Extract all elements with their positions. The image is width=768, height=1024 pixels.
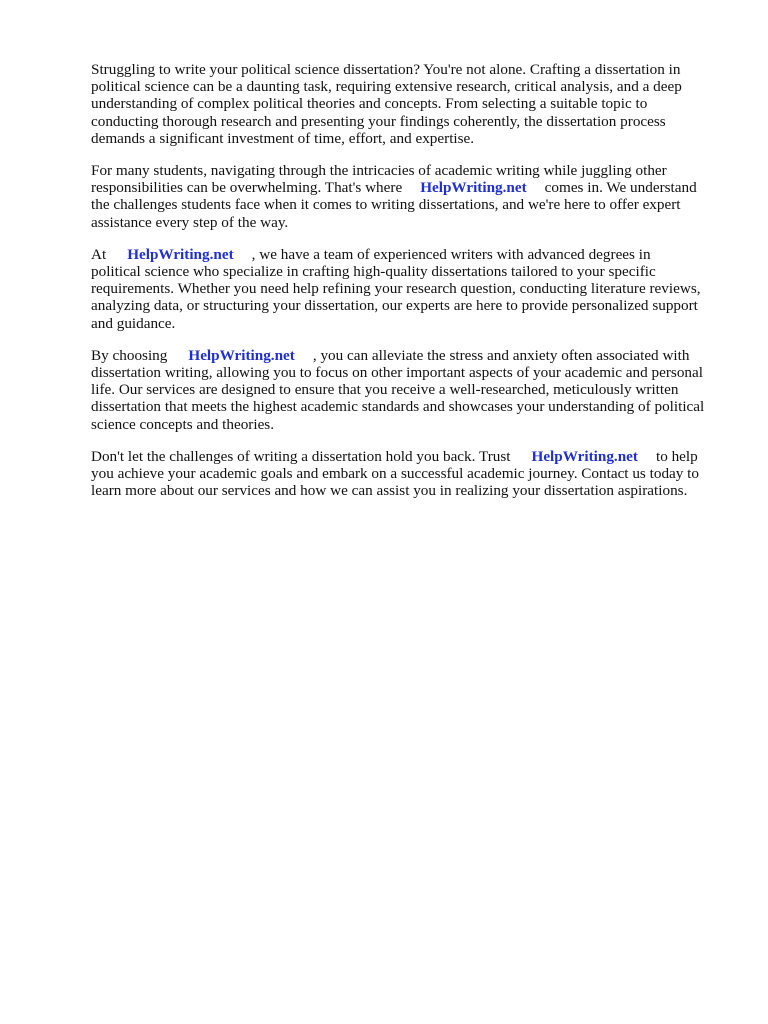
paragraph-text-after: , we have a team of experienced writers with advanced degrees in political science who specialize in crafting high-quality dissertations tailored to your specific requirements. Whether you need help refining your research question, conducting literature reviews, analyzing data, or structuring your dissertation, our experts are here to provide personalized support and guidance. <box>91 245 701 332</box>
helpwriting-link[interactable]: HelpWriting.net <box>531 447 638 465</box>
helpwriting-link[interactable]: HelpWriting.net <box>188 346 295 364</box>
paragraph-team <box>91 246 731 332</box>
paragraph-text-before: For many students, navigating through the intricacies of academic writing while juggling other responsibilities can be overwhelming. That's where <box>91 162 667 197</box>
paragraph-choosing <box>91 347 731 433</box>
paragraph-text-before: By choosing <box>91 346 168 364</box>
paragraph-closing <box>91 448 731 500</box>
helpwriting-link[interactable]: HelpWriting.net <box>127 245 234 263</box>
paragraph-text-after: comes in. We understand the challenges students face when it comes to writing dissertations, and we're here to offer expert assistance every step of the way. <box>91 179 697 231</box>
document-page <box>91 61 731 514</box>
paragraph-text-before: Don't let the challenges of writing a dissertation hold you back. Trust <box>91 447 511 465</box>
paragraph-text: Struggling to write your political science dissertation? You're not alone. Crafting a dissertation in political science can be a daunting task, requiring extensive research, critical analysis, and a deep understanding of complex political theories and concepts. From selecting a suitable topic to conducting thorough research and presenting your findings coherently, the dissertation process demands a significant investment of time, effort, and expertise. <box>91 61 682 147</box>
paragraph-text-after: to help you achieve your academic goals and embark on a successful academic journey. Contact us today to learn more about our services and how we can assist you in realizing your dissertation aspirations. <box>91 447 699 500</box>
helpwriting-link[interactable]: HelpWriting.net <box>420 179 527 197</box>
paragraph-intro <box>91 61 731 147</box>
paragraph-students <box>91 162 731 231</box>
paragraph-text-after: , you can alleviate the stress and anxiety often associated with dissertation writing, allowing you to focus on other important aspects of your academic and personal life. Our services are designed to ensure that you receive a well-researched, meticulously written dissertation that meets the highest academic standards and showcases your understanding of political science concepts and theories. <box>91 346 705 433</box>
paragraph-text-before: At <box>91 245 107 263</box>
